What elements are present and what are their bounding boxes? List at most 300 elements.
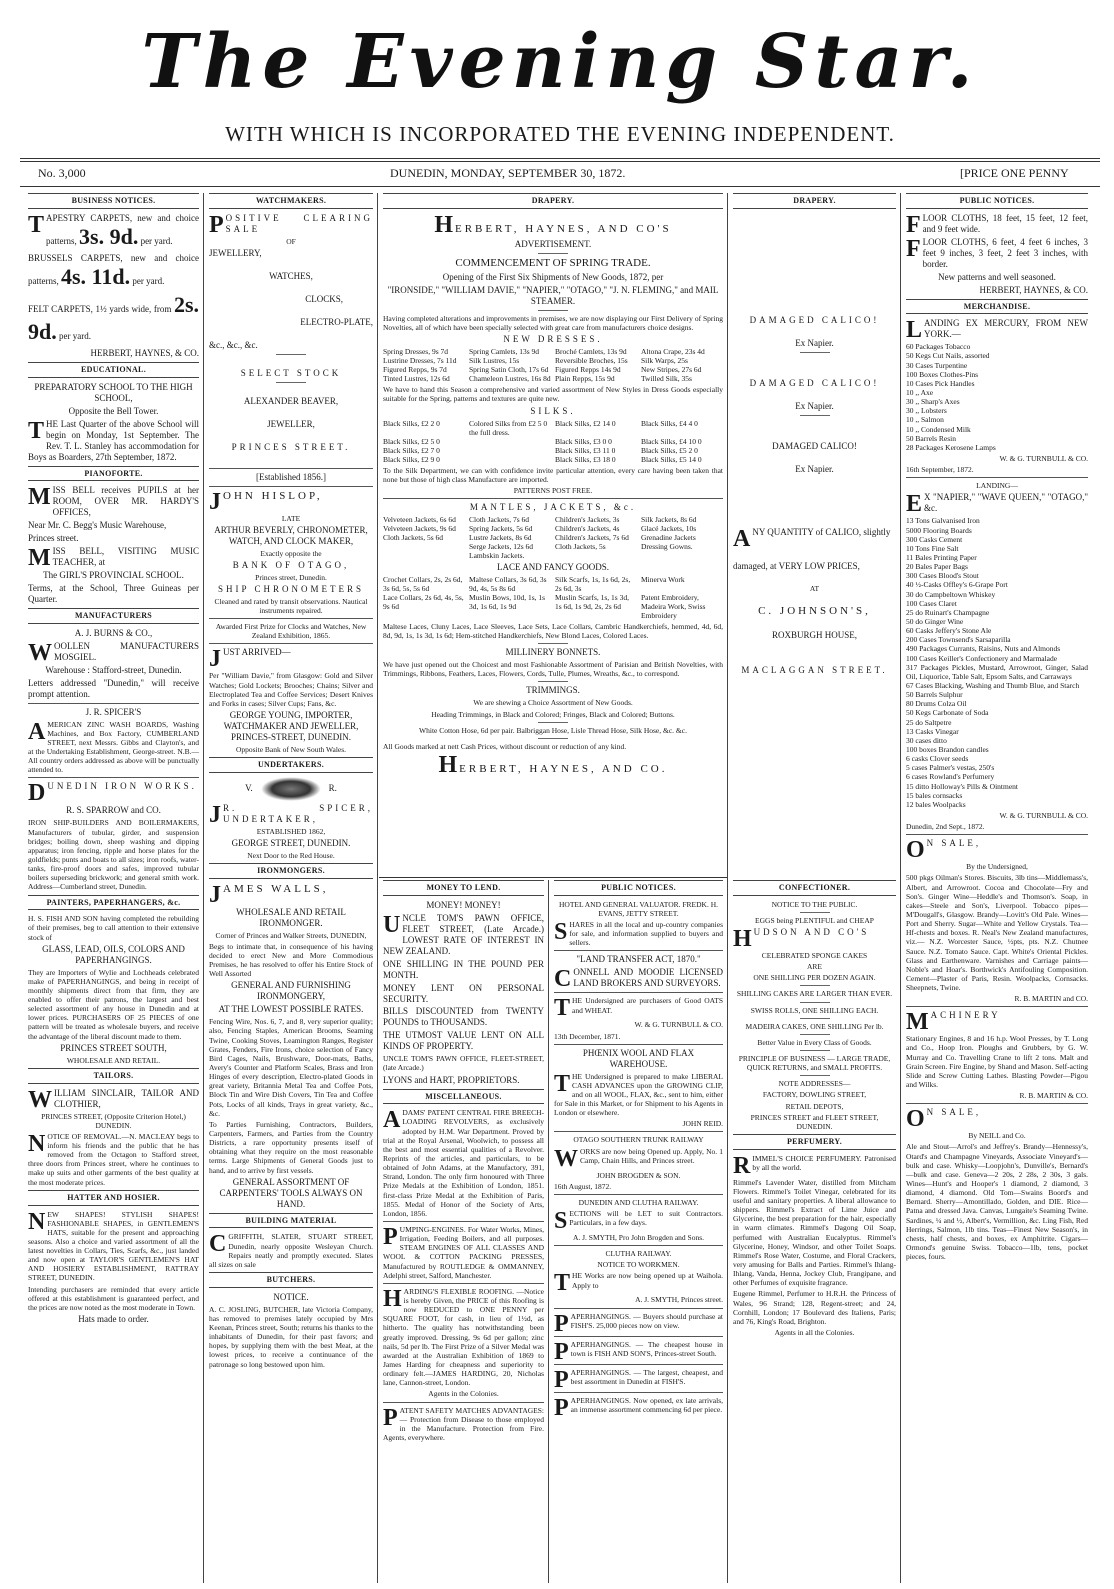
tapestry-unit: per yard.	[140, 235, 173, 246]
exactly-text: Exactly opposite the	[260, 548, 322, 558]
walls-lowest: AT THE LOWEST POSSIBLE RATES.	[218, 1004, 364, 1015]
clearing-sale: OSITIVE CLEARING SALE	[225, 212, 373, 234]
hats-text: Hats made to order.	[78, 1314, 149, 1325]
column-drapery-calico: DRAPERY. DAMAGED CALICO! Ex Napier. DAMAGED CALICO! Ex Napier. DAMAGED CALICO! Ex Napier. ANY QUANTITY of CALICO, slightly damaged, at VERY LOW PRICES, AT C. JOHNSON'S, ROXBURGH HOUSE, MACLAGGAN STREET.	[729, 193, 900, 876]
section-manufacturers: MANUFACTURERS	[28, 608, 199, 624]
warehouse-text: Warehouse : Stafford-street, Dunedin.	[45, 664, 182, 675]
price-cell: Chameleon Lustres, 16s 8d	[469, 374, 551, 384]
princes-street: PRINCES STREET.	[231, 441, 351, 452]
price-cell	[383, 542, 465, 551]
iron-works-title: UNEDIN IRON WORKS.	[47, 781, 197, 792]
price-cell: Children's Jackets, 3s	[555, 514, 620, 524]
price-cell: Black Silks, £4 10 0	[641, 436, 702, 446]
crest-emblem	[261, 777, 321, 801]
walls-tools: GENERAL ASSORTMENT OF CARPENTERS' TOOLS ALWAYS ON HAND.	[219, 1176, 363, 1209]
george-young: GEORGE YOUNG, IMPORTER, WATCHMAKER AND JEWELLER, PRINCES-STREET, DUNEDIN.	[223, 710, 359, 742]
paperhangings-2: APERHANGINGS. — The cheapest house in town is FISH AND SON'S, Princes-street South.	[570, 1339, 723, 1358]
price-cell: Cloth Jackets, 5s 6d	[383, 532, 443, 542]
price-cell: Silk Jackets, 8s 6d	[641, 514, 697, 524]
clocks-text: CLOCKS,	[305, 293, 343, 304]
price-cell: Black Silks, £2 7 0	[383, 445, 440, 455]
on-sale-2: N SALE,	[926, 1107, 982, 1118]
evans-valuator: HOTEL AND GENERAL VALUATOR. FREDK. H. EVANS, JETTY STREET.	[558, 899, 719, 918]
beverly-text: ARTHUR BEVERLY, CHRONOMETER, WATCH, AND CLOCK MAKER,	[214, 524, 368, 546]
griffith-ad: GRIFFITH, SLATER, STUART STREET, Dunedin, nearly opposite Wesleyan Church. Repairs neatly and promptly executed. Slates all sizes on sale	[209, 1232, 373, 1269]
tapestry-text: APESTRY CARPETS, new and choice patterns,	[46, 212, 199, 246]
walls-stock: Fencing Wire, Nos. 6, 7, and 8, very superior quality; also, Fencing Staples, American Brooms, Seaming Twine, Cooking Stoves, Leamington Ranges, Register Grates, Fenders, Fire Irons, choice selection of Fancy Bird Cages, Nails, Brushware, Door-mats, Baths, Avery's Counter and Platform Scales, Brass and Iron Hinges of every description, Electro-plated Goods in great variety, Britannia Metal Tea and Coffee Pots, Block Tin and Wire Dish Covers, Tin Tea and Coffee Pots, Locks of all kinds, Trays in great variety, &c., &c.	[209, 1017, 373, 1118]
bell-ad-2: Near Mr. C. Begg's Music Warehouse,	[28, 520, 167, 531]
john-reid: JOHN REID.	[682, 1119, 723, 1129]
price-cell: Minerva Work	[641, 574, 685, 584]
otago-railway: OTAGO SOUTHERN TRUNK RAILWAY	[573, 1135, 704, 1145]
column-watchmakers: WATCHMAKERS. POSITIVE CLEARING SALE OF JEWELLERY, WATCHES, CLOCKS, ELECTRO-PLATE, &c., &c., &c. SELECT STOCK ALEXANDER BEAVER, JEWELLER, PRINCES STREET. [Established 1856.] JOHN HISLOP, LATE ARTHUR BEVERLY, CHRONOMETER, WATCH, AND CLOCK MAKER, Exactly opposite the BANK OF OTAGO, Princes street, Dunedin. SHIP CHRONOMETERS Cleaned and rated by transit observations. Nautical instruments repaired. Awarded First Prize for Clocks and Watches, New Zealand Exhibition, 1865. JUST ARRIVED— Per "William Davie," from Glasgow: Gold and Silver Watches; Gold Lockets; Brooches; Chains; Silver and Electroplated Tea and Coffee Services; Desert Knives and Forks in cases; Silver Cups; Fans, &c. GEORGE YOUNG, IMPORTER, WATCHMAKER AND JEWELLER, PRINCES-STREET, DUNEDIN. Opposite Bank of New South Wales. UNDERTAKERS. V. R. J R. SPICER, UNDERTAKER, ESTABLISHED 1862, GEORGE STREET, DUNEDIN. Next Door to the Red House. IRONMONGERS. JAMES WALLS, WHOLESALE AND RETAIL IRONMONGER. Corner of Princes and Walker Streets, DUNEDIN, Begs to intimate that, in consequence of his having decided to erect New and More Commodious Premises, he has resolved to offer his Entire Stock of Well Assorted GENERAL AND FURNISHING IRONMONGERY, AT THE LOWEST POSSIBLE RATES. Fencing Wire, Nos. 6, 7, and 8, very superior quality; also, Fencing Staples, American Brooms, Seaming Twine, Cooking Stoves, Leamington Ranges, Register Grates, Fenders, Fire Irons, choice selection of Fancy Bird Cages, Nails, Brushware, Door-mats, Baths, Avery's Counter and Platform Scales, Brass and Iron Hinges of every description, Electro-plated Goods in great variety, Britannia Metal Tea and Coffee Pots, Block Tin and Wire Dish Covers, Tin Tea and Coffee Pots, Locks of all kinds, Trays in great variety, &c., &c. To Parties Furnishing, Contractors, Builders, Carpenters, Farmers, and Parties from the Country Districts, a rare opportunity presents itself of obtaining what they require on the most reasonable terms. Large Shipments of General Goods just to hand, and to arrive by first vessels. GENERAL ASSORTMENT OF CARPENTERS' TOOLS ALWAYS ON HAND. BUILDING MATERIAL CGRIFFITH, SLATER, STUART STREET, Dunedin, nearly opposite Wesleyan Church. Repairs neatly and promptly executed. Slates all sizes on sale BUTCHERS. NOTICE. A. C. JOSLING, BUTCHER, late Victoria Company, has removed to premises lately occupied by Mrs Keenan, Princes street, South; returns his thanks to the inhabitants of Dunedin, for their past favors; and hopes, by supplying them with the best Meat, at the lowest prices, to receive a continuance of the patronage so long bestowed upon him.	[205, 193, 377, 1583]
watches-text: WATCHES,	[269, 270, 313, 281]
price-cell: Reversible Broches, 15s	[555, 356, 628, 366]
hh-having: Having completed alterations and improvements in premises, we are now displaying our First Delivery of Spring Novelties, all of which have been specially selected with great care from manufacturers choice designs.	[383, 314, 723, 333]
martin-1: R. B. MARTIN and CO.	[1014, 994, 1088, 1004]
column-public-notices: PUBLIC NOTICES. HOTEL AND GENERAL VALUATOR. FREDK. H. EVANS, JETTY STREET. SHARES in all the local and up-country companies for sale, and information supplied to buyers and sellers. "LAND TRANSFER ACT, 1870." CONNELL AND MOODIE LICENSED LAND BROKERS AND SURVEYORS. THE Undersigned are purchasers of Good OATS and WHEAT. W. & G. TURNBULL & CO. 13th December, 1871. PHŒNIX WOOL AND FLAX WAREHOUSE. THE Undersigned is prepared to make LIBERAL CASH ADVANCES upon the GROWING CLIP, and on all WOOL, FLAX, &c., sent to him, either for Sale in this Market, or for Shipment to his Agents in London or elsewhere. JOHN REID. OTAGO SOUTHERN TRUNK RAILWAY WORKS are now being Opened up. Apply, No. 1 Camp, Chain Hills, and Princes street. JOHN BROGDEN & SON. 16th August, 1872. DUNEDIN AND CLUTHA RAILWAY. SECTIONS will be LET to suit Contractors. Particulars, in a few days. A. J. SMYTH, Pro John Brogden and Sons. CLUTHA RAILWAY. NOTICE TO WORKMEN. THE Works are now being opened up at Waihola. Apply to A. J. SMYTH, Princes street. PAPERHANGINGS. — Buyers should purchase at FISH'S. 25,000 pieces now on view. PAPERHANGINGS. — The cheapest house in town is FISH AND SON'S, Princes-street South. PAPERHANGINGS. — The largest, cheapest, and best assortment in Dunedin at FISH'S. PAPERHANGINGS. Now opened, ex late arrivals, an immense assortment commencing 6d per piece.	[550, 880, 727, 1583]
column-money: MONEY TO LEND. MONEY! MONEY! UNCLE TOM'S PAWN OFFICE, FLEET STREET, (Late Arcade.) LOWEST RATE OF INTEREST IN NEW ZEALAND. ONE SHILLING IN THE POUND PER MONTH. MONEY LENT ON PERSONAL SECURITY. BILLS DISCOUNTED from TWENTY POUNDS to THOUSANDS. THE UTMOST VALUE LENT ON ALL KINDS OF PROPERTY. UNCLE TOM'S PAWN OFFICE, FLEET-STREET, (late Arcade.) LYONS and HART, PROPRIETORS. MISCELLANEOUS. ADAMS' PATENT CENTRAL FIRE BREECH-LOADING REVOLVERS, as exclusively adopted by H.M. War Department. Proved by trial at the Royal Arsenal, Woolwich, to possess all the best and most essential qualities of a Revolver. Reprints of the articles, and particulars, to be obtained of John Adams, at the Manufactory, 391, Strand, London. The only firm honoured with Three Prize Medals at the Exhibition of London, 1851. first-class Prize Medal at the Exhibition of Paris, 1855. Medal of Honor of the Society of Arts, London, 1856. PUMPING-ENGINES. For Water Works, Mines, Irrigation, Feeding Boilers, and all purposes. STEAM ENGINES OF ALL CLASSES AND WOOL & COTTON PACKING PRESSES, Manufactured by ROUTLEDGE & OMMANNEY, Adelphi street, Salford, Manchester. HARDING'S FLEXIBLE ROOFING. —Notice is hereby Given, the PRICE of this Roofing is now REDUCED to ONE PENNY per SQUARE FOOT, for cash, in lieu of 1½d, as hitherto. The quality has notwithstanding been greatly improved. Dressing, 9s 6d per gallon; zinc nails, 5d per lb. The First Prize of a Silver Medal was awarded at the Australian Exhibition of 1869 to James Harding for cheapness and superiority to ordinary felt.—JAMES HARDING, 20, Nicholas lane, Cannon-street, London. Agents in the Colonies. PATENT SAFETY MATCHES ADVANTAGES:— Protection from Disease to those employed in the Manufacture. Protection from Fire. Agents, everywhere.	[379, 880, 548, 1583]
quantity-calico: NY QUANTITY of CALICO, slightly	[752, 526, 891, 537]
connell-moodie: ONNELL AND MOODIE LICENSED LAND BROKERS AND SURVEYORS.	[573, 967, 723, 989]
column-divider	[548, 880, 549, 1583]
column-confectioner: CONFECTIONER. NOTICE TO THE PUBLIC. EGGS being PLENTIFUL and CHEAP HUDSON AND CO'S CELEBRATED SPONGE CAKES ARE ONE SHILLING PER DOZEN AGAIN. SHILLING CAKES ARE LARGER THAN EVER. SWISS ROLLS, ONE SHILLING EACH. MADEIRA CAKES, ONE SHILLING Per lb. Better Value in Every Class of Goods. PRINCIPLE OF BUSINESS — LARGE TRADE, QUICK RETURNS, and SMALL PROFITS. NOTE ADDRESSES— FACTORY, DOWLING STREET, RETAIL DEPOTS, PRINCES STREET and FLEET STREET, DUNEDIN. PERFUMERY. RIMMEL'S CHOICE PERFUMERY. Patronised by all the world. Rimmel's Lavender Water, distilled from Mitcham Flowers. Rimmel's Toilet Vinegar, celebrated for its useful and sanitary properties. A liberal allowance to shippers. Rimmel's Extract of Lime Juice and Glycerine, the best preparation for the hair, especially in warm climates. Rimmel's Dagong Oil Soap, perfumed with Australian Eucalyptus. Rimmel's Glycerine, Honey, Windsor, and other Toilet Soaps. Rimmel's Rose Water, Costume, and Floral Crackers, very amusing for Balls and Parties. Rimmel's Ihlang-Ihlang, Vanda, Henna, Jockey Club, Frangipane, and other Perfumes of exquisite fragrance. Eugene Rimmel, Perfumer to H.R.H. the Princess of Wales, 96 Strand; 128, Regent-street; and 24, Cornhill, London; 17 Boulevard des Italiens, Paris; and 76, King's Road, Brighton. Agents in all the Colonies.	[729, 880, 900, 1583]
column-merchandise: PUBLIC NOTICES. FLOOR CLOTHS, 18 feet, 15 feet, 12 feet, and 9 feet wide. FLOOR CLOTHS, 6 feet, 4 feet 6 inches, 3 feet 9 inches, 3 feet, 2 feet 3 inches, with border. New patterns and well seasoned. HERBERT, HAYNES, & CO. MERCHANDISE. LANDING EX MERCURY, FROM NEW YORK.— 60 Packages Tobacco 50 Kegs Cut Nails, assorted 30 Cases Turpentine 100 Boxes Clothes-Pins 10 Cases Pick Handles 10 ,, Axe 30 ,, Sharp's Axes 30 ,, Lobsters 10 ,, Salmon 10 ,, Condensed Milk 50 Barrels Resin 28 Packages Kerosene Lamps W. & G. TURNBULL & CO. 16th September, 1872. LANDING— E X "NAPIER," "WAVE QUEEN," "OTAGO," &c. 13 Tons Galvanised Iron 5000 Flooring Boards 300 Casks Cement 10 Tons Fine Salt 11 Bales Printing Paper 20 Bales Paper Bags 300 Cases Blood's Stout 40 ½-Casks Offley's 6-Grape Port 30 do Campbeltown Whiskey 100 Cases Claret 25 do Ruinart's Champagne 50 do Ginger Wine 60 Casks Jeffery's Stone Ale 200 Cases Townsend's Sarsaparilla 490 Packages Currants, Raisins, Nuts and Almonds 100 Cases Keiller's Confectionery and Marmalade 317 Packages Pickles, Mustard, Arrowroot, Ginger, Salad Oil, Liquorice, Table Salt, Epsom Salts, and Carraways 67 Cases Blacking, Washing and Thumb Blue, and Starch 50 Barrels Sulphur 80 Drums Colza Oil 50 Kegs Carbonate of Soda 25 do Saltpetre 13 Casks Vinegar 30 cases ditto 100 boxes Brandon candles 6 casks Clover seeds 5 cases Palmer's vestas, 250's 6 cases Rowland's Perfumery 15 ditto Holloway's Pills & Ointment 15 bales cornsacks 12 bales Woolpacks W. & G. TURNBULL & CO. Dunedin, 2nd Sept., 1872. O N SALE, By the Undersigned, 500 pkgs Oilman's Stores. Biscuits, 3lb tins—Middlemass's, Albert, and Arrowroot. Cocoa and Chocolate—Fry and Son's. Ginger Wine—Heddle's and Thomson's. Soap, in cakes—Steele and Son's, Liverpool. Tobacco pipes—M'Dougall's, Glasgow. Brandy—Lovitt's Old Pale. Wines—Port and Sherry. Sugar—White and Yellow Crystals. Tea—Hf-chests and boxes. R. Neal's New Zealand manufactures, viz.— N.Z. Worcester Sauce, ½pts, pts. N.Z. Chutnee Sauce. N.Z. Tomato Sauce. Capt. White's Oriental Pickles. Glass and Earthenware. Varnishes and Carriage paints—Noble's and Hoar's. Borthwick's Antifouling Composition. Cement—Plaster of Paris, Resin. Woolpacks, Cornsacks. Sheepnets, Twine. R. B. MARTIN and CO. MACHINERY Stationary Engines, 8 and 16 h.p. Wool Presses, by T. Long and Co., Hoop Iron. Ploughs and Grubbers, by G. W. Murray and Co. Travelling Crane to lift 2 tons. Malt and Grain Screen. Fire Engine, by Shand and Mason. Self-acting Slide and Screw Cutting Lathes. Blasting Powder—Pigou and Wilks. R. B. MARTIN & CO. O N SALE, By NEILL and Co. Ale and Stout—Arrol's and Jeffrey's. Brandy—Hennessy's, Otard's and Champagne Vineyards, Associate Vineyard's—bulk and case. Whisky—Loopjohn's, Dunville's, Bernard's—bulk and case. Geneva—2 20s, 2 28s, 2 30s, 3 gals. Wines—Hunt's and Hooper's 1 diamond, 2 diamond, 3 diamond, 4 diamond. Old Tom—Swains Boord's and Bernard. Sherry—Amontillado, Golden, and DIE. Rice—Patna and dressed Java. Canvas, Lungaite's Seaming Twine. Sardines, ¼ and ½, Albert's, Vermillion, &c. Ling Fish, Red Herrings, Salmon, 1lb tins. Teas—Finest New Season's, in chests, half chests, and boxes, ex Amphitrite. Cigars—Ormond's genuine Swiss. Tobacco—1lb, tens, pocket pieces, fours.	[902, 193, 1092, 1583]
price-cell: Twilled Silk, 35s	[641, 374, 692, 384]
section-ironmongers: IRONMONGERS.	[209, 863, 373, 879]
opposite-bank: Opposite Bank of New South Wales.	[235, 744, 347, 754]
hh-trim-2: Heading Trimmings, in Black and Colored; Fringes, Black and Colored; Buttons.	[431, 709, 675, 719]
price-cell: Tinted Lustres, 12s 6d	[383, 374, 450, 384]
bell-ad-6: Terms, at the School, Three Guineas per Quarter.	[28, 583, 199, 605]
section-tailors: TAILORS.	[28, 1068, 199, 1084]
turnbull-1: W. & G. TURNBULL & CO.	[999, 454, 1088, 464]
price-cell: Velveteen Jackets, 9s 6d	[383, 523, 456, 533]
price-cell: Glacé Jackets, 10s	[641, 523, 697, 533]
price-cell: Spring Satin Cloth, 17s 6d	[469, 365, 549, 375]
smyth-1: A. J. SMYTH, Pro John Brogden and Sons.	[572, 1232, 705, 1242]
sections-let: ECTIONS will be LET to suit Contractors. Particulars, in a few days.	[569, 1208, 723, 1228]
section-drapery: DRAPERY.	[383, 193, 723, 209]
price-cell: Spring Dresses, 9s 7d	[383, 347, 448, 357]
bell-ad-4: ISS BELL, VISITING MUSIC TEACHER, at	[52, 546, 199, 568]
price-cell: Maltese Collars, 3s 6d, 3s 9d, 4s, 5s 8s 6d	[469, 574, 547, 593]
hh-hose: White Cotton Hose, 6d per pair. Balbriggan Hose, Lisle Thread Hose, Silk Hose, &c. &c.	[419, 725, 687, 735]
top-rule-2	[20, 161, 1100, 162]
landing-list: 60 Packages Tobacco 50 Kegs Cut Nails, assorted 30 Cases Turpentine 100 Boxes Clothes-Pins 10 Cases Pick Handles 10 ,, Axe 30 ,, Sharp's Axes 30 ,, Lobsters 10 ,, Salmon 10 ,, Condensed Milk 50 Barrels Resin 28 Packages Kerosene Lamps	[906, 342, 996, 452]
jeweller-text: JEWELLER,	[267, 418, 315, 429]
section-public-notices: PUBLIC NOTICES.	[554, 880, 723, 896]
johnson-name: C. JOHNSON'S,	[758, 604, 871, 617]
price-cell: Lustrine Dresses, 7s 11d	[383, 356, 457, 366]
hh-lace-note: Maltese Laces, Cluny Laces, Lace Sleeves, Lace Sets, Lace Collars, Cambric Handkerchiefs, hemmed, 4d, 6d, 8d, 9d, 1s, 1s 3d, 1s 6d; Hem-stitched Handkerchiefs, New Blond Laces, Colored Laces.	[383, 621, 723, 641]
sparrow-name: R. S. SPARROW and CO.	[66, 805, 161, 816]
iron-works-body: IRON SHIP-BUILDERS AND BOILERMAKERS, Manufacturers of tubular, girder, and suspension bridges; boiling down, sheep washing and dipping apparatus; iron fencing, ripple and horse plates for the goldfields; punts and boats to all sizes; iron roofs, water-tanks, fire-proof doors and safes, improved tubular boilers superseding brickwork; and general smith work. Address—Cumberland street, Dunedin.	[28, 818, 199, 892]
price-cell: Muslin Scarfs, 1s, 1s 3d, 1s 6d, 1s 9d, 2s, 2s 6d	[555, 592, 629, 611]
price-cell: Black Silks, £2 5 0	[383, 436, 440, 446]
paperhangings-4: APERHANGINGS. Now opened, ex late arrivals, an immense assortment commencing 6d per piece.	[570, 1395, 723, 1414]
retail-depots: RETAIL DEPOTS,	[785, 1101, 844, 1111]
fish-ad-2: GLASS, LEAD, OILS, COLORS AND PAPERHANGINGS.	[42, 943, 185, 965]
damaged-calico-3: DAMAGED CALICO!	[772, 440, 857, 451]
price-cell: Black Silks, £2 14 0	[555, 418, 616, 428]
prep-school-title: PREPARATORY SCHOOL TO THE HIGH SCHOOL,	[34, 381, 193, 403]
price-cell: Children's Jackets, 4s	[555, 523, 620, 533]
price-cell: Black Silks, £3 18 0	[555, 454, 616, 464]
hh-mantles-heading: MANTLES, JACKETS, &c.	[469, 501, 637, 512]
arrived-body: Per "William Davie," from Glasgow: Gold and Silver Watches; Gold Lockets; Brooches; Chains; Silver and Electroplated Tea and Coffee Services; Desert Knives and Forks in cases; Silver Cups; Fans, &c.	[209, 671, 373, 708]
price: [PRICE ONE PENNY	[960, 166, 1069, 180]
price-cell: Patent Embroidery, Madeira Work, Swiss Embroidery	[641, 592, 706, 620]
better-value: Better Value in Every Class of Goods.	[757, 1037, 872, 1047]
prep-school-body: HE Last Quarter of the above School will begin on Monday, 1st September. The Rev. T. L. Stanley has accommodation for Boys as Boarders, 27th September, 1872.	[28, 418, 199, 462]
etc-text: &c., &c., &c.	[209, 339, 258, 350]
walls-general: GENERAL AND FURNISHING IRONMONGERY,	[231, 980, 351, 1002]
price-cell: Silk Scarfs, 1s, 1s 6d, 2s, 2s 6d, 3s	[555, 574, 631, 593]
ex-list: 13 Tons Galvanised Iron 5000 Flooring Boards 300 Casks Cement 10 Tons Fine Salt 11 Bales Printing Paper 20 Bales Paper Bags 300 Cases Blood's Stout 40 ½-Casks Offley's 6-Grape Port 30 do Campbeltown Whiskey 100 Cases Claret 25 do Ruinart's Champagne 50 do Ginger Wine 60 Casks Jeffery's Stone Ale 200 Cases Townsend's Sarsaparilla 490 Packages Currants, Raisins, Nuts and Almonds 100 Cases Keiller's Confectionery and Marmalade 317 Packages Pickles, Mustard, Arrowroot, Ginger, Salad Oil, Liquorice, Table Salt, Epsom Salts, and Carraways 67 Cases Blacking, Washing and Thumb Blue, and Starch 50 Barrels Sulphur 80 Drums Colza Oil 50 Kegs Carbonate of Soda 25 do Saltpetre 13 Casks Vinegar 30 cases ditto 100 boxes Brandon candles 6 casks Clover seeds 5 cases Palmer's vestas, 250's 6 cases Rowland's Perfumery 15 ditto Holloway's Pills & Ointment 15 bales cornsacks 12 bales Woolpacks	[906, 516, 1088, 809]
ex-napier-ships: X "NAPIER," "WAVE QUEEN," "OTAGO," &c.	[924, 492, 1088, 514]
turnbull-2-date: Dunedin, 2nd Sept., 1872.	[906, 822, 985, 832]
land-transfer: "LAND TRANSFER ACT, 1870."	[576, 954, 701, 965]
of-text: OF	[286, 236, 296, 246]
rimmels-list: Rimmel's Lavender Water, distilled from Mitcham Flowers. Rimmel's Toilet Vinegar, celebrated for its useful and sanitary properties. A liberal allowance to shippers. Rimmel's Extract of Lime Juice and Glycerine, the best preparation for the hair, especially in warm climates. Rimmel's Dagong Oil Soap, perfumed with Australian Eucalyptus. Rimmel's Glycerine, Honey, Windsor, and other Toilet Soaps. Rimmel's Rose Water, Costume, and Floral Crackers, very amusing for Balls and Parties. Rimmel's Ihlang-Ihlang, Vanda, Henna, Jockey Club, Frangipane, and other Perfumes of exquisite fragrance.	[733, 1177, 896, 1288]
swiss-rolls: SWISS ROLLS, ONE SHILLING EACH.	[750, 1005, 879, 1015]
price-cell: Altona Crape, 23s 4d	[641, 347, 705, 357]
on-sale-2-by: By NEILL and Co.	[968, 1131, 1026, 1141]
v-letter: V.	[245, 782, 253, 793]
section-confectioner: CONFECTIONER.	[733, 880, 896, 896]
price-cell: Black Silks, £3 11 0	[555, 445, 616, 455]
section-building-material: BUILDING MATERIAL	[209, 1213, 373, 1229]
rimmel-agents: Agents in all the Colonies.	[774, 1328, 855, 1337]
price-cell: Spring Camlets, 13s 9d	[469, 347, 540, 357]
fish-ad-3: They are Importers of Wylie and Lochheads celebrated make of PAPERHANGINGS, and being in receipt of monthly shipments direct from that firm, they are enabled to offer their patrons, the largest and best selected assortment of any house in Dunedin and at lower prices. PURCHASERS OF 25 PIECES of one pattern will be treated as wholesale buyers, and receive the advantage of the liberal discount made to them.	[28, 967, 199, 1041]
brogden-son: JOHN BROGDEN & SON.	[596, 1170, 681, 1180]
adams-revolvers: DAMS' PATENT CENTRAL FIRE BREECH-LOADING REVOLVERS, as exclusively adopted by H.M. War Department. Proved by trial at the Royal Arsenal, Woolwich, to possess all the best and most essential qualities of a Revolver. Reprints of the articles, and particulars, to be obtained of John Adams, at the Manufactory, 391, Strand, London. The only firm honoured with Three Prize Medals at the Exhibition of London, 1851. first-class Prize Medal at the Exhibition of Paris, 1855. Medal of Honor of the Society of Arts, London, 1856.	[383, 1108, 544, 1218]
removal-notice: OTICE OF REMOVAL.—N. MACLEAY begs to inform his friends and the public that he has removed from the Octagon to Stafford street, three doors from Princes street, where he continues to make up suits and other garments of the best quality at the most moderate prices.	[28, 1131, 199, 1187]
floor-cloths-3: New patterns and well seasoned.	[938, 271, 1056, 282]
note-addresses: NOTE ADDRESSES—	[778, 1079, 851, 1089]
dateline-rule	[20, 186, 1100, 187]
at-text: AT	[809, 583, 820, 593]
hislop-name: OHN HISLOP,	[223, 489, 323, 502]
factory-dowling: FACTORY, DOWLING STREET,	[762, 1090, 867, 1100]
drapery-bottom-rule	[379, 877, 727, 878]
price-cell: Black Silks, £3 0 0	[555, 436, 612, 446]
eggs-plentiful: EGGS being PLENTIFUL and CHEAP	[755, 915, 874, 925]
price-cell: Black Silks, £4 4 0	[641, 418, 698, 428]
princes-dunedin: Princes street, Dunedin.	[255, 572, 327, 582]
price-cell: Spring Jackets, 5s 6d	[469, 523, 533, 533]
price-cell: Silk Warps, 25s	[641, 356, 688, 366]
harding-roofing: ARDING'S FLEXIBLE ROOFING. —Notice is hereby Given, the PRICE of this Roofing is now REDUCED to ONE PENNY per SQUARE FOOT, for cash, in lieu of 1½d, as hitherto. The quality has notwithstanding been greatly improved. Dressing, 9s 6d per gallon; zinc nails, 5d per lb. The First Prize of a Silver Medal was awarded at the Australian Exhibition of 1869 to James Harding for cheapness and superiority to ordinary felt.—JAMES HARDING, 20, Nicholas lane, Cannon-street, London.	[383, 1286, 544, 1388]
uncle-toms: NCLE TOM'S PAWN OFFICE, FLEET STREET, (Late Arcade.) LOWEST RATE OF INTEREST IN NEW ZEALAND.	[383, 912, 544, 956]
next-door: Next Door to the Red House.	[247, 850, 335, 860]
turnbull-sig: W. & G. TURNBULL & CO.	[634, 1020, 723, 1030]
date-place: DUNEDIN, MONDAY, SEPTEMBER 30, 1872.	[390, 166, 626, 180]
select-stock: SELECT STOCK	[240, 367, 342, 378]
lyons-hart: LYONS and HART, PROPRIETORS.	[383, 1074, 520, 1085]
pawn-office: UNCLE TOM'S PAWN OFFICE, FLEET-STREET, (late Arcade.)	[383, 1054, 544, 1073]
column-divider	[900, 193, 901, 1583]
damaged-calico-1: DAMAGED CALICO!	[749, 314, 880, 325]
hh-commencement: COMMENCEMENT OF SPRING TRADE.	[455, 256, 651, 269]
brussels-price: 4s. 11d.	[61, 263, 131, 289]
hh-patterns: PATTERNS POST FREE.	[513, 485, 593, 495]
section-business-notices: BUSINESS NOTICES.	[28, 193, 199, 209]
on-sale-1: N SALE,	[926, 838, 982, 849]
notice-workmen: NOTICE TO WORKMEN.	[597, 1260, 680, 1270]
price-cell: Lambskin Jackets.	[469, 550, 525, 560]
machinery-body: Stationary Engines, 8 and 16 h.p. Wool Presses, by T. Long and Co., Hoop Iron. Ploughs and Grubbers, by G. W. Murray and Co. Travelling Crane to lift 2 tons. Malt and Grain Screen. Fire Engine, by Shand and Mason. Self-acting Slide and Screw Cutting Lathes. Blasting Powder—Pigou and Wilks.	[906, 1034, 1088, 1090]
walls-intimate: Begs to intimate that, in consequence of his having decided to erect New and More Commodious Premises, he has resolved to offer his Entire Stock of Well Assorted	[209, 941, 373, 979]
silks-grid	[383, 419, 723, 464]
shilling-cakes: SHILLING CAKES ARE LARGER THAN EVER.	[736, 989, 893, 999]
rimmels-choice: IMMEL'S CHOICE PERFUMERY. Patronised by all the world.	[752, 1153, 896, 1172]
brussels-unit: per yard.	[132, 275, 165, 286]
butcher-notice: NOTICE.	[273, 1291, 309, 1302]
price-cell: Black Silks, £2 9 0	[383, 454, 440, 464]
pumping-engines: UMPING-ENGINES. For Water Works, Mines, Irrigation, Feeding Boilers, and all purposes. STEAM ENGINES OF ALL CLASSES AND WOOL & COTTON PACKING PRESSES, Manufactured by ROUTLEDGE & OMMANNEY, Adelphi street, Salford, Manchester.	[383, 1225, 544, 1280]
section-drapery-2: DRAPERY.	[733, 193, 896, 209]
r-letter: R.	[328, 782, 337, 793]
column-business: BUSINESS NOTICES. TAPESTRY CARPETS, new and choice patterns, 3s. 9d. per yard. BRUSSELS CARPETS, new and choice patterns, 4s. 11d. per yard. FELT CARPETS, 1½ yards wide, from 2s. 9d. per yard. HERBERT, HAYNES, & CO. EDUCATIONAL. PREPARATORY SCHOOL TO THE HIGH SCHOOL, Opposite the Bell Tower. THE Last Quarter of the above School will begin on Monday, 1st September. The Rev. T. L. Stanley has accommodation for Boys as Boarders, 27th September, 1872. PIANOFORTE. MISS BELL receives PUPILS at her ROOM, OVER MR. HARDY'S OFFICES, Near Mr. C. Begg's Music Warehouse, Princes street. MISS BELL, VISITING MUSIC TEACHER, at The GIRL'S PROVINCIAL SCHOOL. Terms, at the School, Three Guineas per Quarter. MANUFACTURERS A. J. BURNS & CO., WOOLLEN MANUFACTURERS MOSGIEL. Warehouse : Stafford-street, Dunedin. Letters addressed "Dunedin," will receive prompt attention. J. R. SPICER'S AMERICAN ZINC WASH BOARDS, Washing Machines, and Box Factory, CUMBERLAND STREET, next Messrs. Gibbs and Clayton's, and at the Undertaking Establishment, George-street. N.B.—All country orders addressed as above will be punctually attended to. DUNEDIN IRON WORKS. R. S. SPARROW and CO. IRON SHIP-BUILDERS AND BOILERMAKERS, Manufacturers of tubular, girder, and suspension bridges; boiling down, sheep washing and dipping apparatus; iron fencing, ripple and horse plates for the goldfields; punts and boats to all sizes; iron roofs, water-tanks, fire-proof doors and safes, improved tubular boilers superseding brickwork; and general smith work. Address—Cumberland street, Dunedin. PAINTERS, PAPERHANGERS, &c. H. S. FISH AND SON having completed the rebuilding of their premises, beg to call attention to their extensive stock of GLASS, LEAD, OILS, COLORS AND PAPERHANGINGS. They are Importers of Wylie and Lochheads celebrated make of PAPERHANGINGS, and being in receipt of monthly shipments direct from that firm, they are enabled to offer their patrons, the largest and best selected assortment of any house in Dunedin and at lower prices. PURCHASERS OF 25 PIECES of one pattern will be treated as wholesale buyers, and receive the advantage of the liberal discount made to them. PRINCES STREET SOUTH, WHOLESALE AND RETAIL. TAILORS. WILLIAM SINCLAIR, TAILOR AND CLOTHIER, PRINCES STREET, (Opposite Criterion Hotel,) DUNEDIN. NOTICE OF REMOVAL.—N. MACLEAY begs to inform his friends and the public that he has removed from the Octagon to Stafford street, three doors from Princes street, where he continues to make up suits and other garments of the best quality at the most moderate prices. HATTER AND HOSIER. NEW SHAPES! STYLISH SHAPES! FASHIONABLE SHAPES, in GENTLEMEN'S HATS, suitable for the present and approaching seasons. Also a choice and varied assortment of all the latest novelties in Collars, Ties, Scarfs, &c., just landed and now open at TAYLOR'S GENTLEMEN'S HAT AND HOSIERY ESTABLISHMENT, RATTRAY STREET, DUNEDIN. Intending purchasers are reminded that every article offered at this establishment is guaranteed perfect, and the prices are now noted as the most moderate in Town. Hats made to order.	[24, 193, 203, 1583]
bell-ad-1: ISS BELL receives PUPILS at her ROOM, OVER MR. HARDY'S OFFICES,	[52, 485, 199, 518]
masthead-title: The Evening Star.	[141, 19, 979, 105]
landing-2: LANDING—	[976, 481, 1018, 491]
reid-advances: HE Undersigned is prepared to make LIBERAL CASH ADVANCES upon the GROWING CLIP, and on all WOOL, FLAX, &c., sent to him, either for Sale in this Market, or for Shipment to his Agents in London or elsewhere.	[554, 1071, 723, 1118]
bell-ad-5: The GIRL'S PROVINCIAL SCHOOL.	[43, 570, 184, 581]
hh-dresses-heading: NEW DRESSES.	[503, 334, 603, 345]
hh-trim-1: We are shewing a Choice Assortment of New Goods.	[473, 698, 633, 708]
martin-2: R. B. MARTIN & CO.	[1019, 1091, 1088, 1101]
letters-text: Letters addressed "Dunedin," will receive prompt attention.	[28, 677, 199, 699]
top-rule	[20, 158, 1100, 159]
walls-parties: To Parties Furnishing, Contractors, Builders, Carpenters, Farmers, and Parties from the Country Districts, a rare opportunity presents itself of obtaining what they require on the most reasonable terms. Large Shipments of General Goods just to hand, and to arrive by first vessels.	[209, 1119, 373, 1175]
on-sale-1-body: 500 pkgs Oilman's Stores. Biscuits, 3lb tins—Middlemass's, Albert, and Arrowroot. Cocoa and Chocolate—Fry and Son's. Ginger Wine—Heddle's and Thomson's. Soap, in cakes—Steele and Son's, Liverpool. Tobacco pipes—M'Dougall's, Glasgow. Brandy—Lovitt's Old Pale. Wines—Port and Sherry. Sugar—White and Yellow Crystals. Tea—Hf-chests and boxes. R. Neal's New Zealand manufactures, viz.— N.Z. Worcester Sauce, ½pts, pts. N.Z. Chutnee Sauce. N.Z. Tomato Sauce. Capt. White's Oriental Pickles. Glass and Earthenware. Varnishes and Carriage paints—Noble's and Hoar's. Borthwick's Antifouling Composition. Cement—Plaster of Paris, Resin. Woolpacks, Cornsacks. Sheepnets, Twine.	[906, 873, 1088, 993]
turnbull-2: W. & G. TURNBULL & CO.	[999, 810, 1088, 820]
paperhangings-3: APERHANGINGS. — The largest, cheapest, and best assortment in Dunedin at FISH'S.	[570, 1367, 723, 1386]
george-street: GEORGE STREET, DUNEDIN.	[231, 837, 351, 848]
principle-business: PRINCIPLE OF BUSINESS — LARGE TRADE, QUICK RETURNS, and SMALL PROFITS.	[738, 1054, 891, 1073]
clutha-railway-2: CLUTHA RAILWAY.	[605, 1249, 672, 1259]
paperhangings-1: APERHANGINGS. — Buyers should purchase at FISH'S. 25,000 pieces now on view.	[570, 1311, 723, 1330]
princes-fleet: PRINCES STREET and FLEET STREET, DUNEDIN.	[750, 1112, 879, 1131]
section-educational: EDUCATIONAL.	[28, 362, 199, 378]
price-cell: Crochet Collars, 2s, 2s 6d, 3s 6d, 5s, 5s 6d	[383, 574, 463, 593]
price-cell: Muslin Bows, 10d, 1s, 1s 3d, 1s 6d, 1s 9d	[469, 592, 546, 611]
drapery-herbert-haynes: DRAPERY. HERBERT, HAYNES, AND CO'S ADVERTISEMENT. COMMENCEMENT OF SPRING TRADE. Opening of the First Six Shipments of New Goods, 1872, per "IRONSIDE," "WILLIAM DAVIE," "NAPIER," "OTAGO," "J. N. FLEMING," and MAIL STEAMER. Having completed alterations and improvements in premises, we are now displaying our First Delivery of Spring Novelties, all of which have been specially selected with great care from manufacturers choice designs. NEW DRESSES. Spring Dresses, 9s 7d Spring Camlets, 13s 9d Broché Camlets, 13s 9d Altona Crape, 23s 4d Lustrine Dresses, 7s 11d Silk Lustres, 15s Reversible Broches, 15s Silk Warps, 25s Figured Repps, 9s 7d Spring Satin Cloth, 17s 6d Figured Repps 14s 9d New Stripes, 27s 6d Tinted Lustres, 12s 6d Chameleon Lustres, 16s 8d Plain Repps, 15s 9d Twilled Silk, 35s We have to hand this Season a comprehensive and varied assortment of New Styles in Dress Goods especially suitable for the Spring, patterns and textures are quite new. SILKS. Black Silks, £2 2 0 Colored Silks from £2 5 0 the full dress. Black Silks, £2 14 0 Black Silks, £4 4 0 Black Silks, £2 5 0 Black Silks, £3 0 0 Black Silks, £4 10 0 Black Silks, £2 7 0 Black Silks, £3 11 0 Black Silks, £5 2 0 Black Silks, £2 9 0 Black Silks, £3 18 0 Black Silks, £5 14 0 To the Silk Department, we can with confidence invite particular attention, every care having been taken that none but those of high class Manufacture are imported. PATTERNS POST FREE. MANTLES, JACKETS, &c. Velveteen Jackets, 6s 6d Cloth Jackets, 7s 6d Children's Jackets, 3s Silk Jackets, 8s 6d Velveteen Jackets, 9s 6d Spring Jackets, 5s 6d Children's Jackets, 4s Glacé Jackets, 10s Cloth Jackets, 5s 6d Lustre Jackets, 8s 6d Children's Jackets, 7s 6d Grenadine Jackets Serge Jackets, 12s 6d Cloth Jackets, 5s Dressing Gowns. Lambskin Jackets. LACE AND FANCY GOODS. Crochet Collars, 2s, 2s 6d, 3s 6d, 5s, 5s 6d Maltese Collars, 3s 6d, 3s 9d, 4s, 5s 8s 6d Silk Scarfs, 1s, 1s 6d, 2s, 2s 6d, 3s Minerva Work Lace Collars, 2s 6d, 4s, 5s, 9s 6d Muslin Bows, 10d, 1s, 1s 3d, 1s 6d, 1s 9d Muslin Scarfs, 1s, 1s 3d, 1s 6d, 1s 9d, 2s, 2s 6d Patent Embroidery, Madeira Work, Swiss Embroidery Maltese Laces, Cluny Laces, Lace Sleeves, Lace Sets, Lace Collars, Cambric Handkerchiefs, hemmed, 4d, 6d, 8d, 9d, 1s, 1s 3d, 1s 6d; Hem-stitched Handkerchiefs, New Blond Laces, Colored Laces. MILLINERY BONNETS. We have just opened out the Choicest and most Fashionable Assortment of Parisian and British Novelties, with Trimmings, Ribbons, Feathers, Laces, Flowers, Cords, Tulle, Plumes, Wreaths, &c., to correspond. TRIMMINGS. We are shewing a Choice Assortment of New Goods. Heading Trimmings, in Black and Colored; Fringes, Black and Colored; Buttons. White Cotton Hose, 6d per pair. Balbriggan Hose, Lisle Thread Hose, Silk Hose, &c. &c. All Goods marked at nett Cash Prices, without discount or reduction of any kind. HERBERT, HAYNES, AND CO.	[379, 193, 727, 876]
one-shilling: ONE SHILLING IN THE POUND PER MONTH.	[383, 958, 544, 980]
sinclair-name: ILLIAM SINCLAIR, TAILOR AND CLOTHIER,	[54, 1087, 199, 1109]
price-cell: Black Silks, £5 14 0	[641, 454, 702, 464]
price-cell: Lustre Jackets, 8s 6d	[469, 532, 532, 542]
walls-trade: WHOLESALE AND RETAIL IRONMONGER.	[236, 906, 346, 928]
price-cell: Black Silks, £2 2 0	[383, 418, 440, 428]
price-cell: Children's Jackets, 7s 6d	[555, 532, 629, 542]
price-cell	[469, 437, 551, 446]
price-cell: Black Silks, £5 2 0	[641, 445, 698, 455]
price-cell	[469, 455, 551, 464]
firm-signature: HERBERT, HAYNES, & CO.	[90, 348, 199, 358]
hh-millinery: We have just opened out the Choicest and most Fashionable Assortment of Parisian and British Novelties, with Trimmings, Ribbons, Feathers, Laces, Flowers, Cords, Tulle, Plumes, Wreaths, &c., to correspond.	[383, 660, 723, 679]
section-painters: PAINTERS, PAPERHANGERS, &c.	[28, 895, 199, 911]
price-cell: Cloth Jackets, 5s	[555, 541, 606, 551]
utmost: THE UTMOST VALUE LENT ON ALL KINDS OF PROPERTY.	[383, 1030, 544, 1052]
floor-cloths-2: LOOR CLOTHS, 6 feet, 4 feet 6 inches, 3 feet 9 inches, 3 feet, 2 feet 3 inches, with border.	[922, 236, 1088, 269]
josling-ad: A. C. JOSLING, BUTCHER, late Victoria Company, has removed to premises lately occupied by Mrs Keenan, Princes street, South; returns his thanks to the inhabitants of Dunedin, for their past favors; and hopes, by supplying them with the best Meat, at the lowest prices, to receive a continuance of the patronage so long bestowed upon him.	[209, 1304, 373, 1369]
spicer-undertaker: R. SPICER, UNDERTAKER,	[223, 802, 373, 824]
section-money-to-lend: MONEY TO LEND.	[383, 880, 544, 896]
ex-napier-3: Ex Napier.	[795, 463, 834, 474]
on-sale-2-body: Ale and Stout—Arrol's and Jeffrey's. Brandy—Hennessy's, Otard's and Champagne Vineyards, Associate Vineyard's—bulk and case. Whisky—Loopjohn's, Dunville's, Bernard's—bulk and case. Geneva—2 20s, 2 28s, 2 30s, 3 gals. Wines—Hunt's and Hooper's 1 diamond, 2 diamond, 3 diamond, 4 diamond. Old Tom—Swains Boord's and Bernard. Sherry—Amontillado, Golden, and DIE. Rice—Patna and dressed Java. Canvas, Lungaite's Seaming Twine. Sardines, ¼ and ½, Albert's, Vermillion, &c. Ling Fish, Red Herrings, Salmon, 1lb tins. Teas—Finest New Season's, in chests, half chests, and boxes, ex Amphitrite. Cigars—Ormond's genuine Swiss. Tobacco—1lb, tens, pocket pieces, fours.	[906, 1142, 1088, 1262]
fish-ad-5: WHOLESALE AND RETAIL.	[66, 1055, 161, 1065]
bank-otago: BANK OF OTAGO,	[232, 559, 350, 570]
spicer-name: J. R. SPICER'S	[85, 706, 142, 717]
hudson-co: UDSON AND CO'S	[753, 927, 870, 938]
price-cell: Colored Silks from £2 5 0 the full dress.	[469, 418, 548, 437]
money-money: MONEY! MONEY!	[426, 899, 501, 910]
prep-school-location: Opposite the Bell Tower.	[68, 405, 159, 416]
tapestry-price: 3s. 9d.	[79, 223, 139, 249]
price-cell	[383, 551, 465, 560]
bell-ad-3: Princes street.	[28, 533, 79, 544]
floor-cloths-sig: HERBERT, HAYNES, & CO.	[979, 284, 1088, 295]
maclaggan-street: MACLAGGAN STREET.	[741, 665, 888, 676]
walls-name: AMES WALLS,	[223, 882, 329, 895]
sinclair-address: PRINCES STREET, (Opposite Criterion Hotel,) DUNEDIN.	[41, 1111, 186, 1130]
floor-cloths-1: LOOR CLOTHS, 18 feet, 15 feet, 12 feet, and 9 feet wide.	[922, 212, 1088, 234]
price-cell	[641, 551, 723, 560]
turnbull-1-date: 16th September, 1872.	[906, 465, 974, 475]
dresses-grid	[383, 347, 723, 383]
burns-name: A. J. BURNS & CO.,	[74, 627, 153, 638]
felt-price: 2s. 9d.	[28, 292, 200, 345]
hh-all-goods: All Goods marked at nett Cash Prices, without discount or reduction of any kind.	[383, 741, 627, 751]
price-cell: Figured Repps 14s 9d	[555, 365, 621, 375]
aug-1872: 16th August, 1872.	[554, 1181, 612, 1191]
damaged-calico-2: DAMAGED CALICO!	[749, 377, 880, 388]
section-watchmakers: WATCHMAKERS.	[209, 193, 373, 209]
clutha-railway-1: DUNEDIN AND CLUTHA RAILWAY.	[578, 1197, 699, 1207]
brussels-text: BRUSSELS CARPETS, new and choice patterns,	[28, 252, 199, 286]
sponge-cakes: CELEBRATED SPONGE CAKES	[761, 951, 868, 961]
bills: BILLS DISCOUNTED from TWENTY POUNDS to THOUSANDS.	[383, 1006, 544, 1028]
money-lent: MONEY LENT ON PERSONAL SECURITY.	[383, 982, 544, 1004]
notice-public: NOTICE TO THE PUBLIC.	[771, 899, 858, 909]
issue-number: No. 3,000	[38, 166, 86, 180]
ship-chronometers: SHIP CHRONOMETERS	[218, 583, 364, 594]
price-cell: Velveteen Jackets, 6s 6d	[383, 514, 456, 524]
hh-silks-note: To the Silk Department, we can with confidence invite particular attention, every care having been taken that none but those of high class Manufacture are imported.	[383, 465, 723, 484]
works-waihola: HE Works are now being opened up at Waihola. Apply to	[572, 1271, 723, 1290]
hh-advertisement: ADVERTISEMENT.	[514, 238, 592, 249]
one-shilling-dozen: ONE SHILLING PER DOZEN AGAIN.	[753, 973, 876, 983]
oats-wheat: HE Undersigned are purchasers of Good OATS and WHEAT.	[572, 996, 723, 1015]
landing-mercury: ANDING EX MERCURY, FROM NEW YORK.—	[924, 318, 1088, 340]
hh-dresses-note: We have to hand this Season a comprehensive and varied assortment of New Styles in Dress Goods especially suitable for the Spring, patterns and textures are quite new.	[383, 385, 723, 404]
shares-ad: HARES in all the local and up-country companies for sale, and information supplied to buyers and sellers.	[569, 920, 723, 948]
felt-unit: per yard.	[59, 331, 91, 342]
masthead-subtitle: WITH WHICH IS INCORPORATED THE EVENING INDEPENDENT.	[225, 122, 895, 146]
madeira-cakes: MADEIRA CAKES, ONE SHILLING Per lb.	[745, 1021, 884, 1031]
price-cell: Lace Collars, 2s 6d, 4s, 5s, 9s 6d	[383, 592, 464, 611]
hh-signature: ERBERT, HAYNES, AND CO.	[459, 762, 668, 775]
safety-matches: ATENT SAFETY MATCHES ADVANTAGES:— Protection from Disease to those employed in the Manufacture. Protection from Fire. Agents, everywhere.	[383, 1405, 544, 1442]
cleaned-text: Cleaned and rated by transit observations. Nautical instruments repaired.	[214, 596, 368, 616]
fish-ad-1: H. S. FISH AND SON having completed the rebuilding of their premises, beg to call attention to their extensive stock of	[28, 914, 199, 942]
hh-title: ERBERT, HAYNES, AND CO'S	[455, 222, 672, 235]
hat-shapes-ad: EW SHAPES! STYLISH SHAPES! FASHIONABLE SHAPES, in GENTLEMEN'S HATS, suitable for the present and approaching seasons. Also a choice and varied assortment of all the latest novelties in Collars, Ties, Scarfs, &c., just landed and now open at TAYLOR'S GENTLEMEN'S HAT AND HOSIERY ESTABLISHMENT, RATTRAY STREET, DUNEDIN.	[28, 1209, 199, 1283]
column-divider	[203, 193, 204, 1583]
on-sale-1-by: By the Undersigned,	[966, 862, 1028, 872]
price-cell	[469, 446, 551, 455]
price-cell: Broché Camlets, 13s 9d	[555, 347, 627, 357]
section-butchers: BUTCHERS.	[209, 1272, 373, 1288]
zinc-body: MERICAN ZINC WASH BOARDS, Washing Machines, and Box Factory, CUMBERLAND STREET, next Messrs. Gibbs and Clayton's, and at the Undertaking Establishment, George-street. N.B.—All country orders addressed as above will be punctually attended to.	[28, 719, 199, 775]
woollen-text: OOLLEN MANUFACTURERS MOSGIEL.	[54, 640, 199, 662]
section-perfumery: PERFUMERY.	[733, 1134, 896, 1150]
column-divider	[377, 193, 378, 1583]
section-miscellaneous: MISCELLANEOUS.	[383, 1089, 544, 1105]
price-cell: Plain Repps, 15s 9d	[555, 374, 615, 384]
intending-text: Intending purchasers are reminded that every article offered at this establishment is guaranteed perfect, and the prices are now noted as the most moderate in Town.	[28, 1284, 199, 1312]
price-cell: Dressing Gowns.	[641, 541, 693, 551]
mantles-grid	[383, 515, 723, 560]
works-open: ORKS are now being Opened up. Apply, No. 1 Camp, Chain Hills, and Princes street.	[580, 1146, 723, 1165]
section-hatter: HATTER AND HOSIER.	[28, 1190, 199, 1206]
electro-text: ELECTRO-PLATE,	[300, 316, 373, 327]
eugene-rimmel: Eugene Rimmel, Perfumer to H.R.H. the Princess of Wales, 96 Strand; 128, Regent-street; and 24, Cornhill, London; 17 Boulevard des Italiens, Paris; and 76, King's Road, Brighton.	[733, 1289, 896, 1326]
are-text: ARE	[807, 962, 822, 972]
dateline	[20, 164, 1100, 184]
hh-silks-heading: SILKS.	[530, 405, 576, 416]
smyth-2: A. J. SMYTH, Princes street.	[635, 1295, 723, 1305]
established-1856: [Established 1856.]	[256, 471, 326, 482]
damaged-prices: damaged, at VERY LOW PRICES,	[733, 560, 860, 571]
roxburgh-house: ROXBURGH HOUSE,	[771, 630, 857, 641]
established-1862: ESTABLISHED 1862,	[256, 826, 326, 836]
just-arrived: UST ARRIVED—	[223, 647, 291, 658]
ex-napier-2: Ex Napier.	[795, 400, 834, 411]
hh-ships: "IRONSIDE," "WILLIAM DAVIE," "NAPIER," "OTAGO," "J. N. FLEMING," and MAIL STEAMER.	[387, 285, 719, 307]
fish-ad-4: PRINCES STREET SOUTH,	[60, 1042, 167, 1053]
hh-opening: Opening of the First Six Shipments of New Goods, 1872, per	[442, 272, 664, 283]
price-cell	[555, 551, 637, 560]
awarded-text: Awarded First Prize for Clocks and Watches, New Zealand Exhibition, 1865.	[215, 622, 367, 641]
phoenix-wool: PHŒNIX WOOL AND FLAX WAREHOUSE.	[582, 1047, 695, 1069]
price-cell: New Stripes, 27s 6d	[641, 365, 702, 375]
column-divider	[727, 193, 728, 1583]
jewellery-text: JEWELLERY,	[209, 247, 262, 258]
hh-lace-heading: LACE AND FANCY GOODS.	[496, 561, 609, 572]
dec-1871: 13th December, 1871.	[554, 1031, 621, 1041]
price-cell: Silk Lustres, 15s	[469, 356, 520, 366]
section-undertakers: UNDERTAKERS.	[209, 757, 373, 773]
price-cell: Figured Repps, 9s 7d	[383, 365, 447, 375]
hh-millinery-heading: MILLINERY BONNETS.	[505, 647, 601, 658]
ex-napier-1: Ex Napier.	[795, 337, 834, 348]
felt-text: FELT CARPETS, 1½ yards wide, from	[28, 304, 172, 315]
section-pianoforte: PIANOFORTE.	[28, 466, 199, 482]
lace-grid	[383, 575, 723, 620]
price-cell: Serge Jackets, 12s 6d	[469, 541, 534, 551]
beaver-name: ALEXANDER BEAVER,	[243, 395, 339, 406]
section-merchandise: MERCHANDISE.	[906, 299, 1088, 315]
hh-trimmings-heading: TRIMMINGS.	[526, 685, 580, 696]
section-public-notices-2: PUBLIC NOTICES.	[906, 193, 1088, 209]
price-cell: Grenadine Jackets	[641, 532, 696, 542]
